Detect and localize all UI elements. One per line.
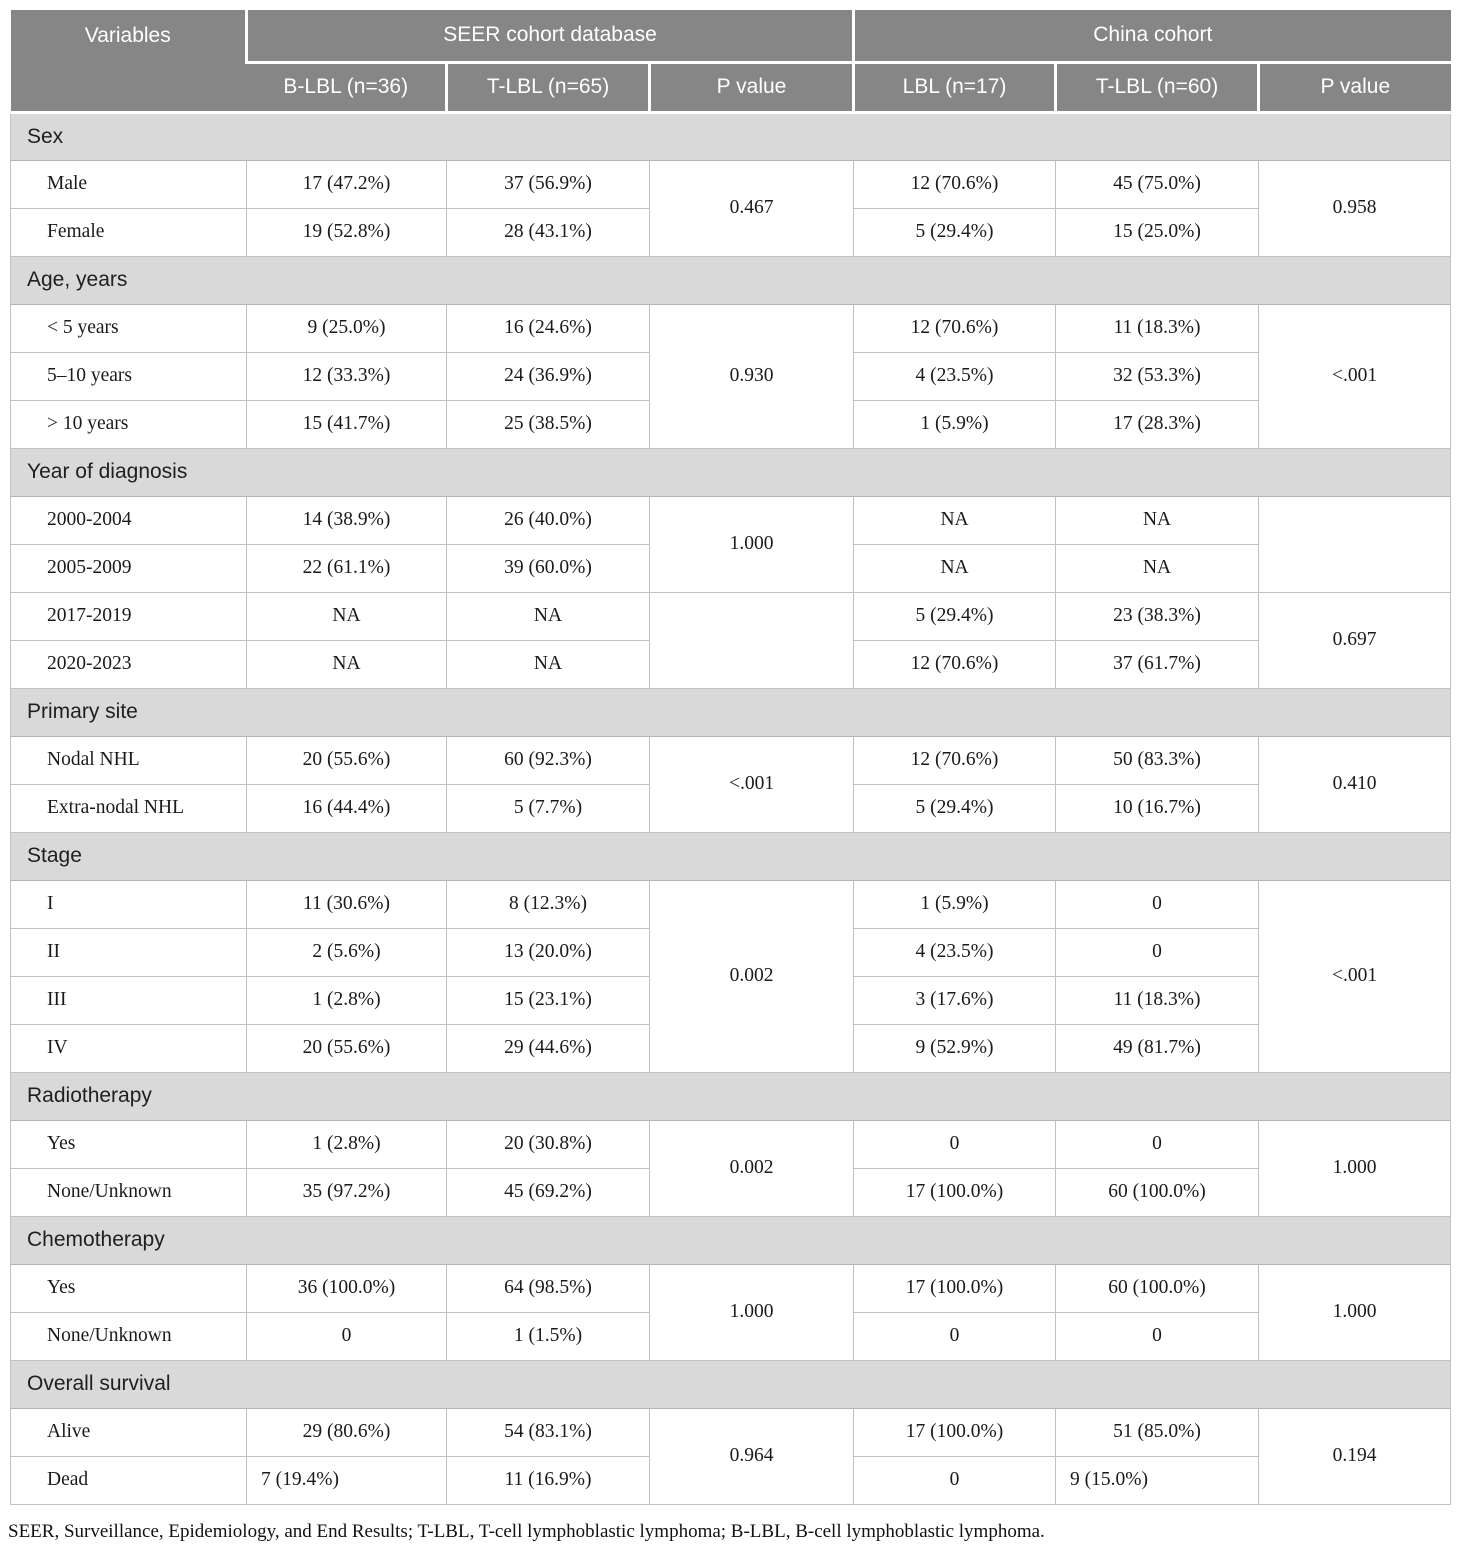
cell-china-lbl: 17 (100.0%)	[854, 1408, 1056, 1456]
p-value-seer: <.001	[650, 736, 854, 832]
p-value-china: <.001	[1259, 880, 1451, 1072]
cell-china-t-lbl: 45 (75.0%)	[1056, 160, 1259, 208]
p-value-china: 1.000	[1259, 1264, 1451, 1360]
row-label: > 10 years	[11, 400, 247, 448]
cell-seer-b-lbl: 1 (2.8%)	[247, 976, 447, 1024]
p-value-china: 0.410	[1259, 736, 1451, 832]
cell-seer-t-lbl: 8 (12.3%)	[447, 880, 650, 928]
cell-seer-t-lbl: 5 (7.7%)	[447, 784, 650, 832]
table-row	[11, 1120, 1451, 1168]
header-col-seer-b-lbl: B-LBL (n=36)	[247, 62, 447, 112]
cell-seer-t-lbl: 45 (69.2%)	[447, 1168, 650, 1216]
cell-seer-b-lbl: 36 (100.0%)	[247, 1264, 447, 1312]
row-label: None/Unknown	[11, 1312, 247, 1360]
p-value-china: 1.000	[1259, 1120, 1451, 1216]
cell-china-t-lbl: 23 (38.3%)	[1056, 592, 1259, 640]
header-col-china-t-lbl: T-LBL (n=60)	[1056, 62, 1259, 112]
section-title: Year of diagnosis	[11, 448, 1451, 496]
table-header	[11, 10, 1451, 112]
p-value-seer: 1.000	[650, 496, 854, 592]
p-value-china: <.001	[1259, 304, 1451, 448]
cell-china-t-lbl: 49 (81.7%)	[1056, 1024, 1259, 1072]
cell-seer-b-lbl: 15 (41.7%)	[247, 400, 447, 448]
cell-seer-t-lbl: 37 (56.9%)	[447, 160, 650, 208]
row-label: 2017-2019	[11, 592, 247, 640]
cell-seer-b-lbl: 19 (52.8%)	[247, 208, 447, 256]
cell-seer-t-lbl: 28 (43.1%)	[447, 208, 650, 256]
cell-seer-t-lbl: NA	[447, 640, 650, 688]
cell-china-lbl: 12 (70.6%)	[854, 736, 1056, 784]
p-value-china: 0.697	[1259, 592, 1451, 688]
cell-china-lbl: 4 (23.5%)	[854, 352, 1056, 400]
cell-seer-b-lbl: 16 (44.4%)	[247, 784, 447, 832]
cell-seer-t-lbl: 20 (30.8%)	[447, 1120, 650, 1168]
row-label: III	[11, 976, 247, 1024]
row-label: Female	[11, 208, 247, 256]
cell-china-t-lbl: 0	[1056, 880, 1259, 928]
cell-china-lbl: 5 (29.4%)	[854, 592, 1056, 640]
header-col-seer-p: P value	[650, 62, 854, 112]
cell-china-t-lbl: 11 (18.3%)	[1056, 976, 1259, 1024]
cell-seer-b-lbl: 1 (2.8%)	[247, 1120, 447, 1168]
cell-china-lbl: NA	[854, 544, 1056, 592]
cell-seer-t-lbl: 25 (38.5%)	[447, 400, 650, 448]
cell-seer-t-lbl: 39 (60.0%)	[447, 544, 650, 592]
cell-seer-b-lbl: 12 (33.3%)	[247, 352, 447, 400]
p-value-seer: 1.000	[650, 1264, 854, 1360]
table-row	[11, 880, 1451, 928]
cell-seer-b-lbl: NA	[247, 640, 447, 688]
cell-china-t-lbl: 0	[1056, 1120, 1259, 1168]
row-label: < 5 years	[11, 304, 247, 352]
cell-china-t-lbl: 0	[1056, 1312, 1259, 1360]
cell-seer-b-lbl: 22 (61.1%)	[247, 544, 447, 592]
header-col-china-p: P value	[1259, 62, 1451, 112]
cell-china-lbl: 1 (5.9%)	[854, 400, 1056, 448]
section-title: Chemotherapy	[11, 1216, 1451, 1264]
row-label: Extra-nodal NHL	[11, 784, 247, 832]
cell-seer-b-lbl: NA	[247, 592, 447, 640]
header-col-china-lbl: LBL (n=17)	[854, 62, 1056, 112]
cell-seer-b-lbl: 14 (38.9%)	[247, 496, 447, 544]
header-group-seer: SEER cohort database	[247, 10, 854, 62]
table-row	[11, 1408, 1451, 1456]
section-title: Sex	[11, 112, 1451, 160]
cell-china-lbl: 0	[854, 1120, 1056, 1168]
cell-china-t-lbl: 10 (16.7%)	[1056, 784, 1259, 832]
table-row	[11, 496, 1451, 544]
table-body	[11, 112, 1451, 1504]
cell-seer-t-lbl: 64 (98.5%)	[447, 1264, 650, 1312]
cell-seer-t-lbl: 24 (36.9%)	[447, 352, 650, 400]
cell-seer-t-lbl: 26 (40.0%)	[447, 496, 650, 544]
row-label: 2020-2023	[11, 640, 247, 688]
p-value-seer	[650, 592, 854, 688]
row-label: IV	[11, 1024, 247, 1072]
cell-china-t-lbl: 32 (53.3%)	[1056, 352, 1259, 400]
cell-china-lbl: 12 (70.6%)	[854, 160, 1056, 208]
header-col-seer-t-lbl: T-LBL (n=65)	[447, 62, 650, 112]
cell-seer-t-lbl: 11 (16.9%)	[447, 1456, 650, 1504]
table-row	[11, 304, 1451, 352]
cell-china-t-lbl: NA	[1056, 496, 1259, 544]
cell-china-lbl: 17 (100.0%)	[854, 1168, 1056, 1216]
row-label: Male	[11, 160, 247, 208]
cell-china-lbl: NA	[854, 496, 1056, 544]
header-group-china: China cohort	[854, 10, 1451, 62]
row-label: None/Unknown	[11, 1168, 247, 1216]
cell-seer-b-lbl: 29 (80.6%)	[247, 1408, 447, 1456]
row-label: Alive	[11, 1408, 247, 1456]
cell-seer-t-lbl: 60 (92.3%)	[447, 736, 650, 784]
section-title: Overall survival	[11, 1360, 1451, 1408]
cell-seer-b-lbl: 7 (19.4%)	[247, 1456, 447, 1504]
cohort-comparison-table	[10, 10, 1451, 1505]
row-label: I	[11, 880, 247, 928]
header-variables: Variables	[11, 10, 247, 112]
row-label: 2000-2004	[11, 496, 247, 544]
cell-china-lbl: 17 (100.0%)	[854, 1264, 1056, 1312]
cell-seer-t-lbl: 1 (1.5%)	[447, 1312, 650, 1360]
p-value-seer: 0.467	[650, 160, 854, 256]
cell-china-lbl: 12 (70.6%)	[854, 640, 1056, 688]
cell-china-lbl: 5 (29.4%)	[854, 208, 1056, 256]
cell-china-lbl: 9 (52.9%)	[854, 1024, 1056, 1072]
p-value-seer: 0.002	[650, 880, 854, 1072]
p-value-china	[1259, 496, 1451, 592]
cell-seer-t-lbl: 29 (44.6%)	[447, 1024, 650, 1072]
footnote: SEER, Surveillance, Epidemiology, and End Results; T-LBL, T-cell lymphoblastic lymphoma; B-LBL, B-cell lymphoblastic lymphoma.	[8, 1520, 1045, 1542]
table-row	[11, 736, 1451, 784]
cell-seer-b-lbl: 20 (55.6%)	[247, 736, 447, 784]
p-value-seer: 0.002	[650, 1120, 854, 1216]
table-row	[11, 160, 1451, 208]
cell-china-t-lbl: 37 (61.7%)	[1056, 640, 1259, 688]
row-label: Nodal NHL	[11, 736, 247, 784]
cell-seer-t-lbl: NA	[447, 592, 650, 640]
cell-china-t-lbl: 15 (25.0%)	[1056, 208, 1259, 256]
cell-china-lbl: 0	[854, 1312, 1056, 1360]
table-row	[11, 592, 1451, 640]
cell-seer-b-lbl: 0	[247, 1312, 447, 1360]
row-label: Dead	[11, 1456, 247, 1504]
cell-china-t-lbl: 11 (18.3%)	[1056, 304, 1259, 352]
row-label: Yes	[11, 1264, 247, 1312]
cell-seer-t-lbl: 13 (20.0%)	[447, 928, 650, 976]
cell-china-lbl: 12 (70.6%)	[854, 304, 1056, 352]
p-value-china: 0.958	[1259, 160, 1451, 256]
cell-china-t-lbl: 0	[1056, 928, 1259, 976]
cell-seer-b-lbl: 17 (47.2%)	[247, 160, 447, 208]
cell-seer-b-lbl: 9 (25.0%)	[247, 304, 447, 352]
section-title: Primary site	[11, 688, 1451, 736]
cell-china-lbl: 5 (29.4%)	[854, 784, 1056, 832]
cell-seer-b-lbl: 11 (30.6%)	[247, 880, 447, 928]
p-value-china: 0.194	[1259, 1408, 1451, 1504]
cell-seer-b-lbl: 20 (55.6%)	[247, 1024, 447, 1072]
cell-seer-t-lbl: 54 (83.1%)	[447, 1408, 650, 1456]
cell-seer-t-lbl: 15 (23.1%)	[447, 976, 650, 1024]
cell-china-t-lbl: 60 (100.0%)	[1056, 1168, 1259, 1216]
cell-china-t-lbl: 50 (83.3%)	[1056, 736, 1259, 784]
cell-china-lbl: 3 (17.6%)	[854, 976, 1056, 1024]
p-value-seer: 0.930	[650, 304, 854, 448]
cell-china-t-lbl: 17 (28.3%)	[1056, 400, 1259, 448]
section-title: Radiotherapy	[11, 1072, 1451, 1120]
cell-china-lbl: 1 (5.9%)	[854, 880, 1056, 928]
row-label: 2005-2009	[11, 544, 247, 592]
cell-china-t-lbl: NA	[1056, 544, 1259, 592]
row-label: II	[11, 928, 247, 976]
cell-china-t-lbl: 9 (15.0%)	[1056, 1456, 1259, 1504]
p-value-seer: 0.964	[650, 1408, 854, 1504]
section-title: Stage	[11, 832, 1451, 880]
section-title: Age, years	[11, 256, 1451, 304]
cell-china-t-lbl: 60 (100.0%)	[1056, 1264, 1259, 1312]
cell-china-lbl: 0	[854, 1456, 1056, 1504]
row-label: Yes	[11, 1120, 247, 1168]
cell-seer-b-lbl: 35 (97.2%)	[247, 1168, 447, 1216]
cell-seer-b-lbl: 2 (5.6%)	[247, 928, 447, 976]
table-row	[11, 1264, 1451, 1312]
cell-china-t-lbl: 51 (85.0%)	[1056, 1408, 1259, 1456]
cell-seer-t-lbl: 16 (24.6%)	[447, 304, 650, 352]
row-label: 5–10 years	[11, 352, 247, 400]
cell-china-lbl: 4 (23.5%)	[854, 928, 1056, 976]
